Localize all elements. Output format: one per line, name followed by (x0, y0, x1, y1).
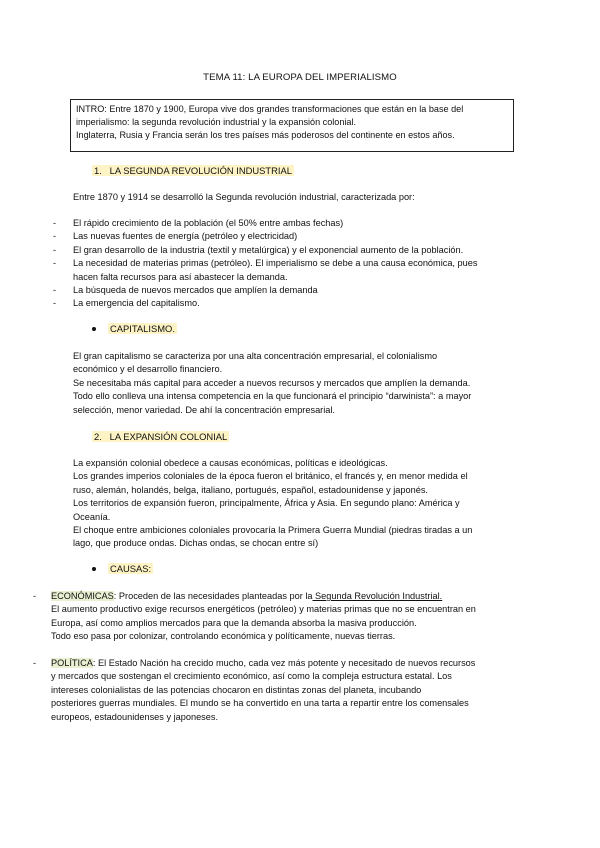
intro-box (70, 99, 514, 152)
capitalismo-heading: CAPITALISMO. (92, 322, 177, 335)
list-item: - El rápido crecimiento de la población (el 50% entre ambas fechas) (53, 218, 344, 228)
economicas-label: ECONÓMICAS (51, 591, 114, 601)
list-item: - La búsqueda de nuevos mercados que amplíen la demanda (53, 285, 318, 296)
capitalismo-paragraph: El gran capitalismo se caracteriza por una alta concentración empresarial, el colonialismo económico y el desarrollo financiero. Se necesitaba más capital para acceder a nuevos recursos y mercados que amplíen la demanda. Todo ello conlleva una intensa competencia en la que funcionará el principio “darwinista”: a mayor selección, menor variedad. De ahí la concentración empresarial. (73, 351, 472, 415)
intro-line: Inglaterra, Rusia y Francia serán los tres países más poderosos del continente en estos años. (76, 130, 455, 141)
bullet-dot-icon (92, 327, 96, 331)
section-1-heading (92, 164, 294, 177)
list-item: - El gran desarrollo de la industria (textil y metalúrgica) y el exponencial aumento de la población. (53, 244, 464, 255)
causas-economicas: - ECONÓMICAS: Proceden de las necesidades planteadas por la Segunda Revolución Industrial. El aumento productivo exige recursos energéticos (petróleo) y materias primas que no se encuentran en Europa, así como amplios mercados para que la demanda absorba la masiva producción. Todo eso pasa por colonizar, controlando económica y políticamente, nuevas tierras. (33, 591, 476, 642)
section-1-lead: Entre 1870 y 1914 se desarrolló la Segunda revolución industrial, caracterizada por: (73, 192, 415, 202)
section-number: 1. (94, 165, 102, 176)
bullet-dot-icon (92, 567, 96, 571)
section-title: LA SEGUNDA REVOLUCIÓN INDUSTRIAL (109, 165, 292, 176)
intro-line: imperialismo: la segunda revolución industrial y la expansión colonial. (76, 117, 357, 128)
page-title: TEMA 11: LA EUROPA DEL IMPERIALISMO (203, 72, 397, 83)
intro-line: INTRO: Entre 1870 y 1900, Europa vive dos grandes transformaciones que están en la base del (76, 104, 464, 114)
list-item: - La emergencia del capitalismo. (53, 298, 200, 309)
causas-heading: CAUSAS: (92, 562, 153, 575)
politica-label: POLÍTICA (51, 658, 93, 668)
section-1-bullet-list (53, 217, 477, 311)
section-title: LA EXPANSIÓN COLONIAL (109, 431, 228, 442)
section-number: 2. (94, 431, 102, 442)
list-item: - Las nuevas fuentes de energía (petróleo y electricidad) (53, 231, 298, 242)
section-2-paragraph: La expansión colonial obedece a causas económicas, políticas e ideológicas. Los grandes imperios coloniales de la época fueron el británico, el francés y, en menor medida el ruso, alemán, holandés, belga, italiano, portugués, español, estadounidense y japonés. Los territorios de expansión fueron, principalmente, África y Asia. En segundo plano: América y Oceanía. El choque entre ambiciones coloniales provocaría la Primera Guerra Mundial (piedras tiradas a un lago, que produce ondas. Dichas ondas, se chocan entre sí) (73, 458, 473, 549)
list-item: - La necesidad de materias primas (petróleo). El imperialismo se debe a una causa económica, pues hacen falta recursos para así abastecer la demanda. (53, 258, 478, 282)
section-2-heading (92, 430, 229, 443)
segunda-revolucion-link[interactable]: Segunda Revolución Industrial. (312, 591, 443, 601)
causas-politica: - POLÍTICA: El Estado Nación ha crecido mucho, cada vez más potente y necesitado de nuevos recursos y mercados que sostengan el crecimiento económico, así como la compleja estructura estatal. Los intereses colonialistas de las potencias chocaron en distintas zonas del planeta, incubando posteriores guerras mundiales. El mundo se ha convertido en una tarta a repartir entre los comensales europeos, estadounidenses y japoneses. (33, 658, 476, 722)
